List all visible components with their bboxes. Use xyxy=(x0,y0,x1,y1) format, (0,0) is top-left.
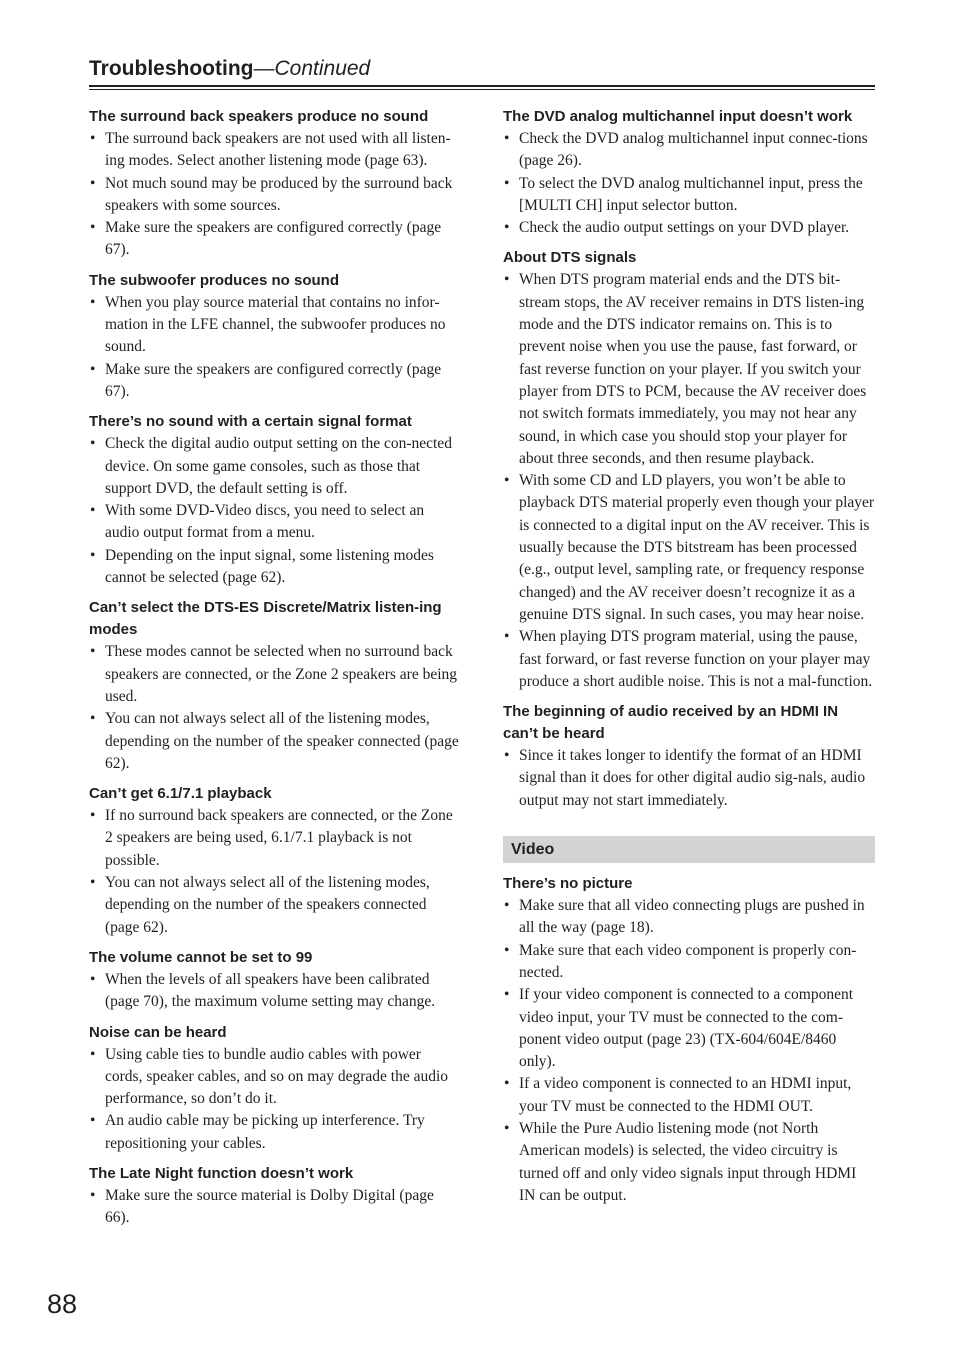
section-surround-back xyxy=(89,104,461,262)
left-column xyxy=(89,104,461,1230)
list-item: • These modes cannot be selected when no surround back speakers are connected, or the Zone 2 speakers are being used. xyxy=(89,641,461,708)
section-volume xyxy=(89,945,461,1014)
section-noise xyxy=(89,1020,461,1155)
section-no-picture xyxy=(503,871,875,1207)
section-heading: The surround back speakers produce no sound xyxy=(89,108,429,125)
section-heading: Can’t select the DTS-ES Discrete/Matrix listen-ing modes xyxy=(89,599,442,639)
list-item: • With some DVD-Video discs, you need to select an audio output format from a menu. xyxy=(89,500,461,545)
section-dts-signals xyxy=(503,245,875,693)
section-late-night xyxy=(89,1161,461,1230)
list-item: • While the Pure Audio listening mode (not North American models) is selected, the video circuitry is turned off and only video signals input through HDMI IN can be output. xyxy=(503,1118,875,1207)
header-rule-thick xyxy=(89,85,875,87)
list-item: • Make sure the source material is Dolby Digital (page 66). xyxy=(89,1185,461,1230)
list-item: • Depending on the input signal, some listening modes cannot be selected (page 62). xyxy=(89,545,461,590)
list-item: • When playing DTS program material, using the pause, fast forward, or fast reverse function on your player may produce a short audible noise. This is not a mal-function. xyxy=(503,626,875,693)
list-item: • If no surround back speakers are connected, or the Zone 2 speakers are being used, 6.1/7.1 playback is not possible. xyxy=(89,805,461,872)
list-item: • You can not always select all of the listening modes, depending on the number of the speakers connected (page 62). xyxy=(89,872,461,939)
section-subwoofer xyxy=(89,268,461,403)
section-heading: The DVD analog multichannel input doesn’t work xyxy=(503,108,853,125)
list-item: • Make sure the speakers are configured correctly (page 67). xyxy=(89,359,461,404)
section-61-71 xyxy=(89,781,461,939)
list-item: • The surround back speakers are not used with all listen-ing modes. Select another listening mode (page 63). xyxy=(89,128,461,173)
list-item: • Make sure the speakers are configured correctly (page 67). xyxy=(89,217,461,262)
list-item: • When you play source material that contains no infor-mation in the LFE channel, the subwoofer produces no sound. xyxy=(89,292,461,359)
list-item: • Since it takes longer to identify the format of an HDMI signal than it does for other digital audio sig-nals, audio output may not start immediately. xyxy=(503,745,875,812)
right-column xyxy=(503,104,875,1207)
page-title: Troubleshooting xyxy=(89,57,254,80)
list-item: • If your video component is connected to a component video input, your TV must be connected to the com-ponent video output (page 23) (TX-604/604E/8460 only). xyxy=(503,984,875,1073)
header-rule-thin xyxy=(89,89,875,90)
section-dvd-analog xyxy=(503,104,875,239)
list-item: • To select the DVD analog multichannel input, press the [MULTI CH] input selector button. xyxy=(503,173,875,218)
section-heading: Can’t get 6.1/7.1 playback xyxy=(89,785,272,803)
continued-label: —Continued xyxy=(253,57,371,80)
list-item: • An audio cable may be picking up interference. Try repositioning your cables. xyxy=(89,1110,461,1155)
page-number: 88 xyxy=(47,1289,78,1319)
section-heading: There’s no sound with a certain signal format xyxy=(89,413,412,431)
section-signal-format xyxy=(89,409,461,589)
list-item: • If a video component is connected to an HDMI input, your TV must be connected to the HDMI OUT. xyxy=(503,1073,875,1118)
list-item: • With some CD and LD players, you won’t be able to playback DTS material properly even though your player is connected to a digital input on the AV receiver. This is usually because the DTS bitstream has been processed (e.g., output level, sampling rate, or frequency response changed) and the AV receiver doesn’t recognize it as a genuine DTS signal. In such cases, you may hear noise. xyxy=(503,470,875,626)
section-heading: The subwoofer produces no sound xyxy=(89,271,340,289)
list-item: • Using cable ties to bundle audio cables with power cords, speaker cables, and so on may degrade the audio performance, so don’t do it. xyxy=(89,1044,461,1111)
list-item: • Not much sound may be produced by the surround back speakers with some sources. xyxy=(89,173,461,218)
section-dts-es xyxy=(89,595,461,775)
section-heading: Noise can be heard xyxy=(89,1023,227,1041)
video-section-band: Video xyxy=(503,836,875,863)
list-item: • Make sure that all video connecting plugs are pushed in all the way (page 18). xyxy=(503,895,875,940)
list-item: • Check the DVD analog multichannel input connec-tions (page 26). xyxy=(503,128,875,173)
section-heading: The volume cannot be set to 99 xyxy=(89,948,313,966)
list-item: • When DTS program material ends and the DTS bit-stream stops, the AV receiver remains in DTS listen-ing mode and the DTS indicator remains on. This is to prevent noise when you use the pause, fast forward, or fast reverse function on your player. If you switch your player from DTS to PCM, because the AV receiver does not switch formats immediately, you may not hear any sound, in which case you should stop your player for about three seconds, and then resume playback. xyxy=(503,269,875,470)
section-hdmi-audio xyxy=(503,699,875,812)
list-item: • Make sure that each video component is properly con-nected. xyxy=(503,940,875,985)
list-item: • Check the audio output settings on your DVD player. xyxy=(503,217,875,239)
list-item: • You can not always select all of the listening modes, depending on the number of the speaker connected (page 62). xyxy=(89,708,461,775)
section-heading: About DTS signals xyxy=(503,249,637,267)
list-item: • When the levels of all speakers have been calibrated (page 70), the maximum volume setting may change. xyxy=(89,969,461,1014)
section-heading: The Late Night function doesn’t work xyxy=(89,1164,354,1182)
section-heading: The beginning of audio received by an HDMI IN can’t be heard xyxy=(503,703,839,743)
list-item: • Check the digital audio output setting on the con-nected device. On some game consoles, such as those that support DVD, the default setting is off. xyxy=(89,433,461,500)
section-heading: There’s no picture xyxy=(503,875,633,893)
page-header xyxy=(89,55,875,83)
